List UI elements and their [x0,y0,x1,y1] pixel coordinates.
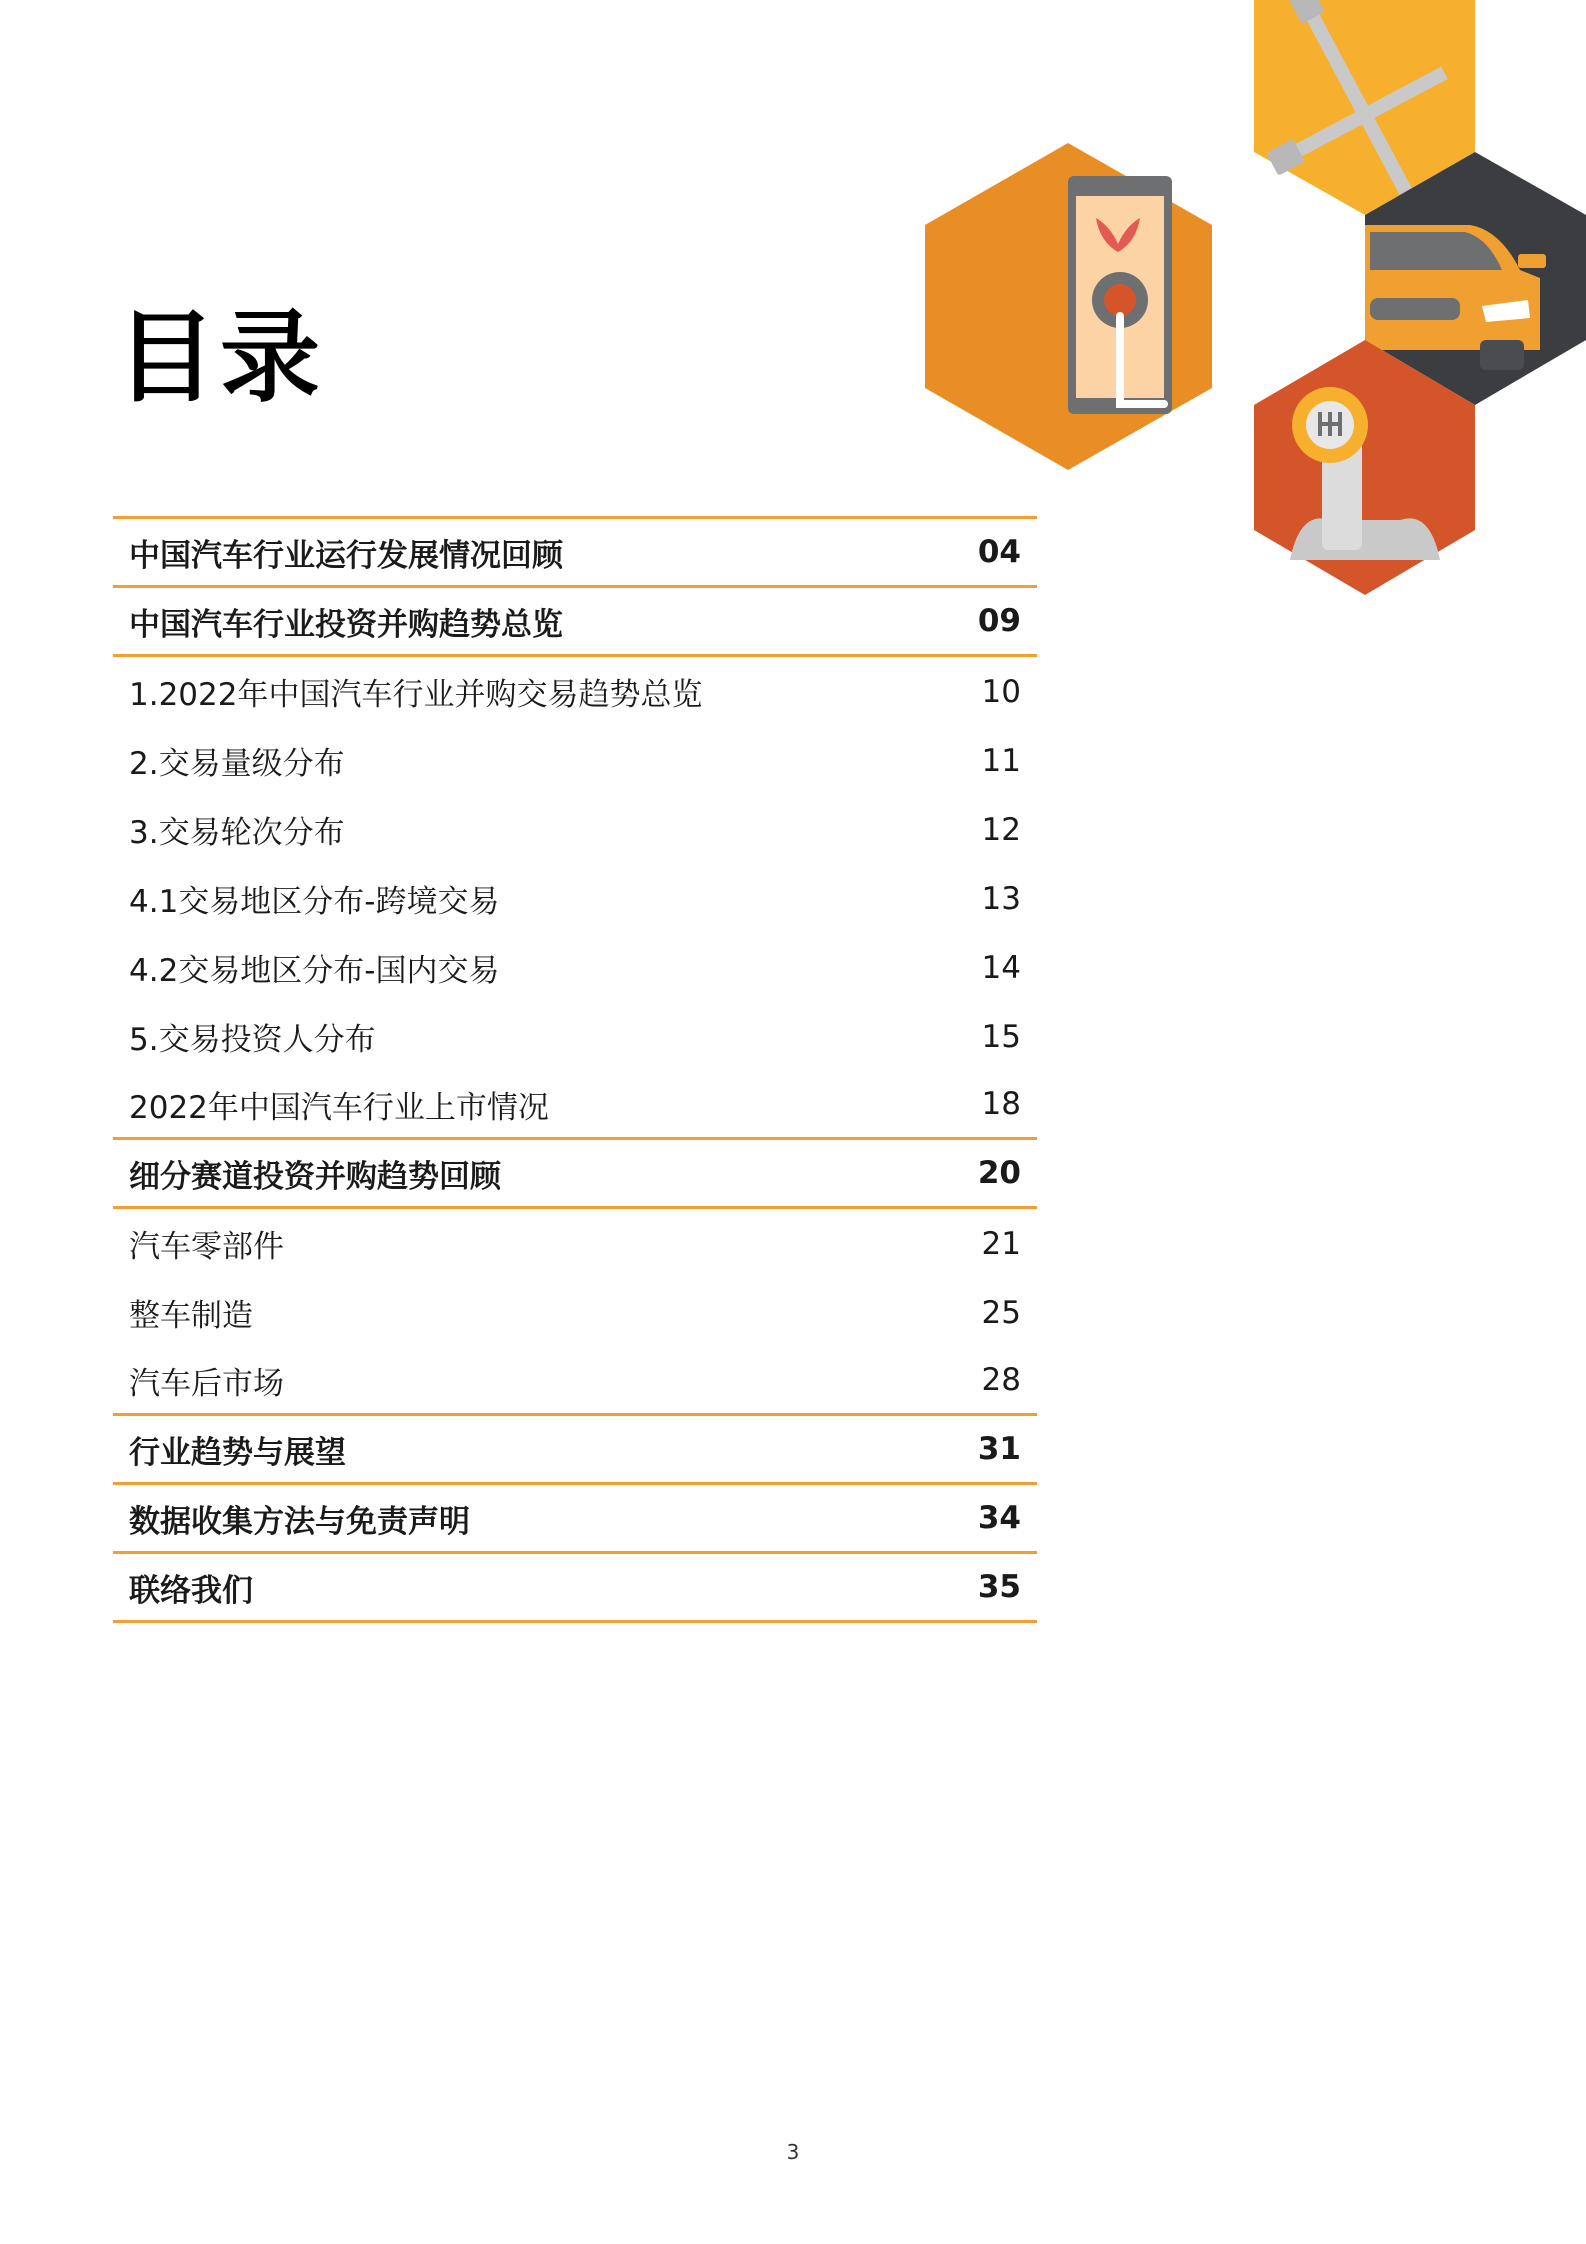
toc-entry[interactable] [113,1554,1037,1623]
toc-entry-label: 联络我们 [129,1572,253,1609]
toc-entry[interactable] [113,933,1037,1002]
toc-entry-page: 15 [981,1018,1021,1055]
toc-entry[interactable] [113,795,1037,864]
toc-entry-label: 细分赛道投资并购趋势回顾 [129,1158,501,1195]
toc-entry-label: 整车制造 [129,1298,253,1334]
toc-entry[interactable] [113,588,1037,657]
toc-entry-label: 汽车零部件 [129,1229,284,1265]
toc-entry[interactable] [113,1002,1037,1071]
toc-entry-label: 汽车后市场 [129,1365,284,1402]
toc-entry-label: 中国汽车行业投资并购趋势总览 [129,606,563,643]
toc-entry-label: 2.交易量级分布 [129,746,345,782]
toc-entry-page: 20 [977,1155,1021,1191]
page-number: 3 [786,2140,800,2164]
toc-entry-page: 21 [981,1225,1021,1262]
toc-entry-page: 35 [977,1569,1021,1605]
toc-entry-label: 数据收集方法与免责声明 [129,1503,470,1540]
toc-entry-page: 10 [981,673,1021,710]
toc-entry-page: 04 [977,534,1021,570]
toc-entry[interactable] [113,1071,1037,1140]
toc-entry-label: 5.交易投资人分布 [129,1022,376,1058]
toc-entry-label: 中国汽车行业运行发展情况回顾 [129,537,563,574]
toc-entry[interactable] [113,1485,1037,1554]
ev-charging-station-icon [925,143,1212,470]
toc-entry[interactable] [113,1140,1037,1209]
toc-entry-label: 4.2交易地区分布-国内交易 [129,953,500,989]
toc-entry[interactable] [113,1209,1037,1278]
toc-entry-page: 25 [981,1294,1021,1331]
toc-entry-label: 2022年中国汽车行业上市情况 [129,1089,549,1126]
toc-entry-label: 1.2022年中国汽车行业并购交易趋势总览 [129,677,703,713]
toc-entry[interactable] [113,1347,1037,1416]
toc-entry-page: 12 [981,811,1021,848]
toc-entry-label: 3.交易轮次分布 [129,815,345,851]
toc-entry-page: 09 [977,603,1021,639]
toc-entry[interactable] [113,1278,1037,1347]
toc-entry[interactable] [113,1416,1037,1485]
toc-entry-label: 行业趋势与展望 [129,1434,346,1471]
toc-entry[interactable] [113,726,1037,795]
toc-entry[interactable] [113,657,1037,726]
toc-entry-page: 13 [981,880,1021,917]
toc-entry-page: 34 [977,1500,1021,1536]
table-of-contents [113,516,1037,1623]
toc-entry-page: 11 [981,742,1021,779]
toc-entry-label: 4.1交易地区分布-跨境交易 [129,884,500,920]
page-title: 目录 [116,299,324,416]
toc-entry-page: 18 [981,1086,1021,1122]
toc-entry-page: 31 [977,1431,1021,1467]
toc-entry[interactable] [113,864,1037,933]
toc-entry-page: 14 [981,949,1021,986]
toc-entry[interactable] [113,519,1037,588]
toc-entry-page: 28 [981,1362,1021,1398]
